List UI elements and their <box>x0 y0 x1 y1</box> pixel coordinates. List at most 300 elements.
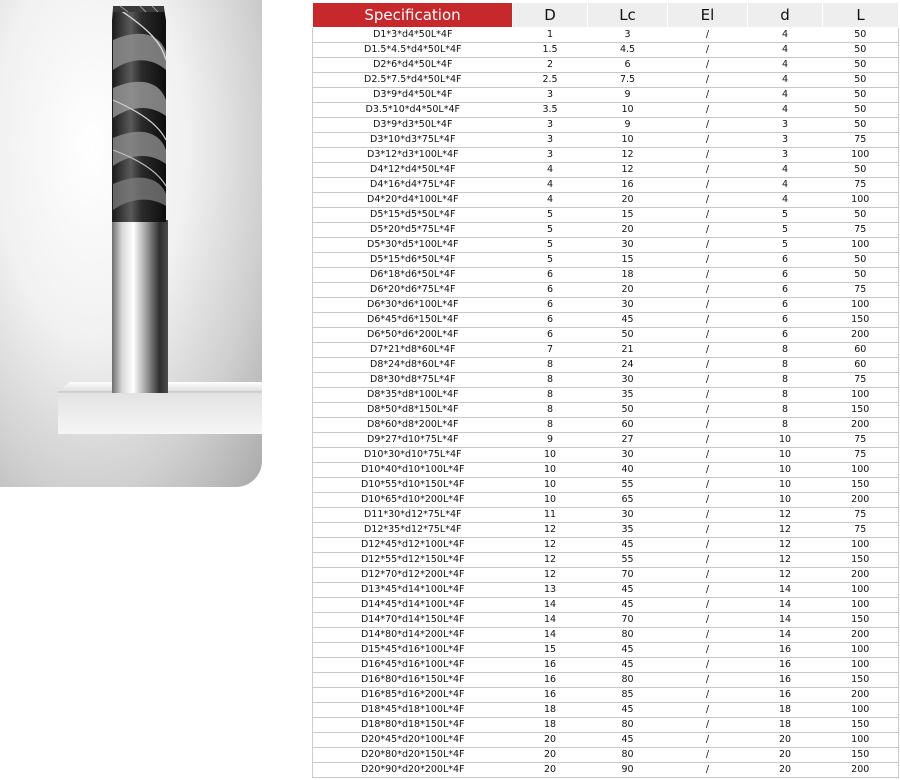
cell-d: 12 <box>513 553 588 568</box>
cell-lc: 3 <box>588 28 668 43</box>
cell-el: / <box>668 193 748 208</box>
cell-l: 50 <box>823 103 899 118</box>
cell-l: 150 <box>823 613 899 628</box>
cell-el: / <box>668 73 748 88</box>
cell-shank-d: 20 <box>748 733 823 748</box>
cell-el: / <box>668 373 748 388</box>
cell-d: 8 <box>513 403 588 418</box>
cell-lc: 30 <box>588 238 668 253</box>
cell-shank-d: 4 <box>748 103 823 118</box>
table-row <box>313 223 899 238</box>
cell-l: 150 <box>823 748 899 763</box>
cell-d: 3 <box>513 133 588 148</box>
cell-shank-d: 10 <box>748 493 823 508</box>
cell-specification: D3*9*d3*50L*4F <box>313 118 513 133</box>
cell-specification: D10*30*d10*75L*4F <box>313 448 513 463</box>
table-row <box>313 148 899 163</box>
header-lc: Lc <box>588 3 668 28</box>
cell-el: / <box>668 463 748 478</box>
table-row <box>313 328 899 343</box>
cell-specification: D6*30*d6*100L*4F <box>313 298 513 313</box>
cell-shank-d: 4 <box>748 88 823 103</box>
cell-shank-d: 8 <box>748 418 823 433</box>
cell-el: / <box>668 478 748 493</box>
cell-d: 18 <box>513 718 588 733</box>
cell-d: 3 <box>513 88 588 103</box>
table-row <box>313 763 899 778</box>
cell-l: 50 <box>823 268 899 283</box>
table-row <box>313 733 899 748</box>
cell-l: 200 <box>823 328 899 343</box>
cell-d: 12 <box>513 538 588 553</box>
cell-el: / <box>668 538 748 553</box>
cell-shank-d: 4 <box>748 178 823 193</box>
cell-d: 8 <box>513 418 588 433</box>
table-row <box>313 718 899 733</box>
cell-d: 6 <box>513 283 588 298</box>
cell-specification: D1.5*4.5*d4*50L*4F <box>313 43 513 58</box>
cell-lc: 24 <box>588 358 668 373</box>
cell-specification: D12*45*d12*100L*4F <box>313 538 513 553</box>
cell-el: / <box>668 523 748 538</box>
table-row <box>313 508 899 523</box>
cell-specification: D18*80*d18*150L*4F <box>313 718 513 733</box>
cell-shank-d: 16 <box>748 673 823 688</box>
cell-shank-d: 8 <box>748 343 823 358</box>
cell-d: 3 <box>513 118 588 133</box>
header-l: L <box>823 3 899 28</box>
cell-el: / <box>668 658 748 673</box>
cell-specification: D12*70*d12*200L*4F <box>313 568 513 583</box>
cell-shank-d: 12 <box>748 508 823 523</box>
cell-shank-d: 3 <box>748 118 823 133</box>
cell-d: 14 <box>513 613 588 628</box>
table-row <box>313 748 899 763</box>
cell-specification: D5*15*d6*50L*4F <box>313 253 513 268</box>
table-row <box>313 688 899 703</box>
cell-d: 16 <box>513 688 588 703</box>
cell-l: 150 <box>823 718 899 733</box>
cell-shank-d: 6 <box>748 298 823 313</box>
cell-specification: D5*20*d5*75L*4F <box>313 223 513 238</box>
cell-l: 50 <box>823 58 899 73</box>
cell-specification: D15*45*d16*100L*4F <box>313 643 513 658</box>
cell-l: 150 <box>823 403 899 418</box>
cell-l: 75 <box>823 283 899 298</box>
cell-specification: D2.5*7.5*d4*50L*4F <box>313 73 513 88</box>
cell-l: 60 <box>823 343 899 358</box>
cell-lc: 45 <box>588 538 668 553</box>
cell-l: 150 <box>823 673 899 688</box>
cell-l: 50 <box>823 118 899 133</box>
cell-specification: D10*55*d10*150L*4F <box>313 478 513 493</box>
table-row <box>313 253 899 268</box>
cell-d: 20 <box>513 748 588 763</box>
cell-shank-d: 10 <box>748 448 823 463</box>
cell-l: 75 <box>823 508 899 523</box>
table-header-row <box>313 3 899 28</box>
cell-l: 60 <box>823 358 899 373</box>
cell-l: 200 <box>823 763 899 778</box>
cell-specification: D10*65*d10*200L*4F <box>313 493 513 508</box>
cell-d: 6 <box>513 328 588 343</box>
table-row <box>313 568 899 583</box>
cell-d: 10 <box>513 478 588 493</box>
cell-l: 50 <box>823 253 899 268</box>
header-specification: Specification <box>313 3 513 28</box>
table-row <box>313 538 899 553</box>
table-row <box>313 163 899 178</box>
cell-l: 50 <box>823 28 899 43</box>
header-el: El <box>668 3 748 28</box>
cell-l: 75 <box>823 373 899 388</box>
cell-l: 200 <box>823 628 899 643</box>
cell-l: 50 <box>823 73 899 88</box>
cell-specification: D6*18*d6*50L*4F <box>313 268 513 283</box>
table-row <box>313 598 899 613</box>
cell-specification: D1*3*d4*50L*4F <box>313 28 513 43</box>
cell-l: 75 <box>823 433 899 448</box>
cell-lc: 45 <box>588 313 668 328</box>
cell-el: / <box>668 28 748 43</box>
cell-d: 6 <box>513 313 588 328</box>
cell-lc: 35 <box>588 388 668 403</box>
cell-specification: D16*85*d16*200L*4F <box>313 688 513 703</box>
cell-lc: 45 <box>588 658 668 673</box>
cell-el: / <box>668 643 748 658</box>
cell-specification: D14*70*d14*150L*4F <box>313 613 513 628</box>
cell-shank-d: 12 <box>748 523 823 538</box>
cell-specification: D20*90*d20*200L*4F <box>313 763 513 778</box>
table-row <box>313 628 899 643</box>
cell-lc: 20 <box>588 223 668 238</box>
cell-el: / <box>668 148 748 163</box>
table-row <box>313 448 899 463</box>
cell-lc: 80 <box>588 628 668 643</box>
cell-shank-d: 16 <box>748 643 823 658</box>
cell-lc: 50 <box>588 403 668 418</box>
cell-lc: 10 <box>588 133 668 148</box>
cell-d: 2.5 <box>513 73 588 88</box>
cell-el: / <box>668 568 748 583</box>
cell-el: / <box>668 628 748 643</box>
cell-el: / <box>668 418 748 433</box>
cell-specification: D4*20*d4*100L*4F <box>313 193 513 208</box>
cell-shank-d: 16 <box>748 688 823 703</box>
cell-lc: 40 <box>588 463 668 478</box>
table-row <box>313 268 899 283</box>
cell-lc: 15 <box>588 208 668 223</box>
cell-shank-d: 16 <box>748 658 823 673</box>
cell-specification: D16*80*d16*150L*4F <box>313 673 513 688</box>
cell-l: 100 <box>823 538 899 553</box>
table-row <box>313 208 899 223</box>
cell-lc: 90 <box>588 763 668 778</box>
cell-d: 1 <box>513 28 588 43</box>
cell-shank-d: 10 <box>748 463 823 478</box>
cell-shank-d: 4 <box>748 193 823 208</box>
cell-d: 12 <box>513 523 588 538</box>
table-row <box>313 133 899 148</box>
cell-shank-d: 10 <box>748 433 823 448</box>
table-row <box>313 658 899 673</box>
cell-specification: D5*30*d5*100L*4F <box>313 238 513 253</box>
table-row <box>313 643 899 658</box>
table-row <box>313 673 899 688</box>
cell-lc: 55 <box>588 553 668 568</box>
cell-lc: 21 <box>588 343 668 358</box>
cell-el: / <box>668 703 748 718</box>
table-row <box>313 358 899 373</box>
cell-el: / <box>668 268 748 283</box>
cell-specification: D4*16*d4*75L*4F <box>313 178 513 193</box>
cell-lc: 80 <box>588 673 668 688</box>
cell-lc: 50 <box>588 328 668 343</box>
product-photo <box>0 0 262 487</box>
cell-d: 6 <box>513 298 588 313</box>
table-row <box>313 553 899 568</box>
cell-el: / <box>668 283 748 298</box>
cell-shank-d: 8 <box>748 403 823 418</box>
cell-d: 15 <box>513 643 588 658</box>
cell-lc: 20 <box>588 193 668 208</box>
table-row <box>313 463 899 478</box>
cell-shank-d: 4 <box>748 43 823 58</box>
cell-shank-d: 4 <box>748 58 823 73</box>
cell-d: 3 <box>513 148 588 163</box>
specification-table <box>312 2 899 778</box>
cell-d: 16 <box>513 673 588 688</box>
cell-lc: 45 <box>588 703 668 718</box>
cell-shank-d: 4 <box>748 163 823 178</box>
cell-shank-d: 3 <box>748 148 823 163</box>
table-row <box>313 178 899 193</box>
cell-l: 50 <box>823 88 899 103</box>
table-row <box>313 478 899 493</box>
cell-el: / <box>668 313 748 328</box>
cell-lc: 60 <box>588 418 668 433</box>
table-row <box>313 283 899 298</box>
cell-el: / <box>668 688 748 703</box>
cell-l: 75 <box>823 448 899 463</box>
cell-shank-d: 20 <box>748 748 823 763</box>
table-row <box>313 298 899 313</box>
cell-el: / <box>668 553 748 568</box>
table-row <box>313 418 899 433</box>
cell-lc: 10 <box>588 103 668 118</box>
cell-lc: 65 <box>588 493 668 508</box>
cell-el: / <box>668 718 748 733</box>
cell-shank-d: 14 <box>748 598 823 613</box>
cell-d: 10 <box>513 463 588 478</box>
cell-shank-d: 12 <box>748 538 823 553</box>
table-row <box>313 583 899 598</box>
cell-shank-d: 6 <box>748 253 823 268</box>
cell-lc: 27 <box>588 433 668 448</box>
table-row <box>313 28 899 43</box>
cell-l: 100 <box>823 193 899 208</box>
cell-l: 150 <box>823 313 899 328</box>
cell-d: 11 <box>513 508 588 523</box>
cell-l: 100 <box>823 463 899 478</box>
cell-el: / <box>668 358 748 373</box>
cell-shank-d: 12 <box>748 568 823 583</box>
cell-l: 100 <box>823 238 899 253</box>
cell-specification: D3*12*d3*100L*4F <box>313 148 513 163</box>
cell-l: 50 <box>823 163 899 178</box>
header-d-diameter: D <box>513 3 588 28</box>
cell-shank-d: 18 <box>748 703 823 718</box>
cell-specification: D14*45*d14*100L*4F <box>313 598 513 613</box>
cell-d: 4 <box>513 163 588 178</box>
cell-lc: 30 <box>588 298 668 313</box>
cell-el: / <box>668 238 748 253</box>
cell-shank-d: 20 <box>748 763 823 778</box>
cell-el: / <box>668 298 748 313</box>
cell-specification: D16*45*d16*100L*4F <box>313 658 513 673</box>
cell-el: / <box>668 328 748 343</box>
cell-l: 150 <box>823 478 899 493</box>
table-row <box>313 373 899 388</box>
cell-shank-d: 14 <box>748 613 823 628</box>
cell-el: / <box>668 88 748 103</box>
cell-el: / <box>668 208 748 223</box>
cell-l: 200 <box>823 568 899 583</box>
cell-shank-d: 5 <box>748 208 823 223</box>
table-row <box>313 343 899 358</box>
cell-specification: D3.5*10*d4*50L*4F <box>313 103 513 118</box>
cell-d: 6 <box>513 268 588 283</box>
cell-l: 200 <box>823 688 899 703</box>
cell-lc: 80 <box>588 748 668 763</box>
cell-lc: 4.5 <box>588 43 668 58</box>
cell-shank-d: 18 <box>748 718 823 733</box>
cell-specification: D3*9*d4*50L*4F <box>313 88 513 103</box>
cell-specification: D6*45*d6*150L*4F <box>313 313 513 328</box>
cell-l: 100 <box>823 148 899 163</box>
cell-specification: D7*21*d8*60L*4F <box>313 343 513 358</box>
cell-lc: 16 <box>588 178 668 193</box>
cell-lc: 45 <box>588 643 668 658</box>
cell-el: / <box>668 583 748 598</box>
cell-el: / <box>668 733 748 748</box>
cell-l: 200 <box>823 418 899 433</box>
cell-lc: 18 <box>588 268 668 283</box>
cell-specification: D4*12*d4*50L*4F <box>313 163 513 178</box>
cell-shank-d: 8 <box>748 373 823 388</box>
cell-d: 20 <box>513 763 588 778</box>
cell-specification: D11*30*d12*75L*4F <box>313 508 513 523</box>
cell-d: 5 <box>513 223 588 238</box>
cell-lc: 12 <box>588 163 668 178</box>
cell-shank-d: 6 <box>748 313 823 328</box>
cell-shank-d: 4 <box>748 28 823 43</box>
table-row <box>313 523 899 538</box>
cell-specification: D12*35*d12*75L*4F <box>313 523 513 538</box>
cell-specification: D9*27*d10*75L*4F <box>313 433 513 448</box>
cell-specification: D8*50*d8*150L*4F <box>313 403 513 418</box>
cell-specification: D8*30*d8*75L*4F <box>313 373 513 388</box>
cell-d: 10 <box>513 448 588 463</box>
cell-shank-d: 3 <box>748 133 823 148</box>
cell-d: 14 <box>513 598 588 613</box>
cell-el: / <box>668 748 748 763</box>
cell-l: 150 <box>823 553 899 568</box>
cell-d: 4 <box>513 178 588 193</box>
table-row <box>313 118 899 133</box>
cell-d: 5 <box>513 253 588 268</box>
cell-shank-d: 8 <box>748 358 823 373</box>
table-row <box>313 43 899 58</box>
cell-d: 10 <box>513 493 588 508</box>
cell-lc: 45 <box>588 598 668 613</box>
cell-specification: D3*10*d3*75L*4F <box>313 133 513 148</box>
end-mill-cutter-photo <box>0 0 262 487</box>
cell-el: / <box>668 673 748 688</box>
cell-specification: D18*45*d18*100L*4F <box>313 703 513 718</box>
cell-lc: 12 <box>588 148 668 163</box>
cell-lc: 85 <box>588 688 668 703</box>
cell-lc: 55 <box>588 478 668 493</box>
cell-lc: 35 <box>588 523 668 538</box>
cell-el: / <box>668 163 748 178</box>
cell-d: 18 <box>513 703 588 718</box>
cell-l: 100 <box>823 703 899 718</box>
cell-d: 3.5 <box>513 103 588 118</box>
cell-lc: 30 <box>588 373 668 388</box>
cell-lc: 45 <box>588 583 668 598</box>
cell-d: 8 <box>513 358 588 373</box>
cell-specification: D8*60*d8*200L*4F <box>313 418 513 433</box>
cell-el: / <box>668 103 748 118</box>
cell-l: 75 <box>823 133 899 148</box>
table-row <box>313 388 899 403</box>
table-row <box>313 403 899 418</box>
cell-lc: 9 <box>588 118 668 133</box>
cell-d: 14 <box>513 628 588 643</box>
cell-d: 16 <box>513 658 588 673</box>
cell-d: 5 <box>513 208 588 223</box>
cell-d: 13 <box>513 583 588 598</box>
cell-d: 8 <box>513 388 588 403</box>
cell-l: 75 <box>823 223 899 238</box>
table-row <box>313 103 899 118</box>
cell-lc: 15 <box>588 253 668 268</box>
cell-d: 4 <box>513 193 588 208</box>
cell-specification: D20*80*d20*150L*4F <box>313 748 513 763</box>
cell-l: 200 <box>823 493 899 508</box>
cell-lc: 30 <box>588 448 668 463</box>
cell-shank-d: 5 <box>748 223 823 238</box>
cell-shank-d: 10 <box>748 478 823 493</box>
table-row <box>313 73 899 88</box>
cell-l: 75 <box>823 178 899 193</box>
cell-lc: 80 <box>588 718 668 733</box>
cell-el: / <box>668 598 748 613</box>
cell-d: 9 <box>513 433 588 448</box>
cell-specification: D6*20*d6*75L*4F <box>313 283 513 298</box>
cell-specification: D14*80*d14*200L*4F <box>313 628 513 643</box>
cell-specification: D8*35*d8*100L*4F <box>313 388 513 403</box>
cell-specification: D12*55*d12*150L*4F <box>313 553 513 568</box>
cell-specification: D20*45*d20*100L*4F <box>313 733 513 748</box>
table-row <box>313 238 899 253</box>
cell-lc: 20 <box>588 283 668 298</box>
cell-shank-d: 14 <box>748 628 823 643</box>
header-shank-d: d <box>748 3 823 28</box>
cell-shank-d: 4 <box>748 73 823 88</box>
cell-el: / <box>668 493 748 508</box>
